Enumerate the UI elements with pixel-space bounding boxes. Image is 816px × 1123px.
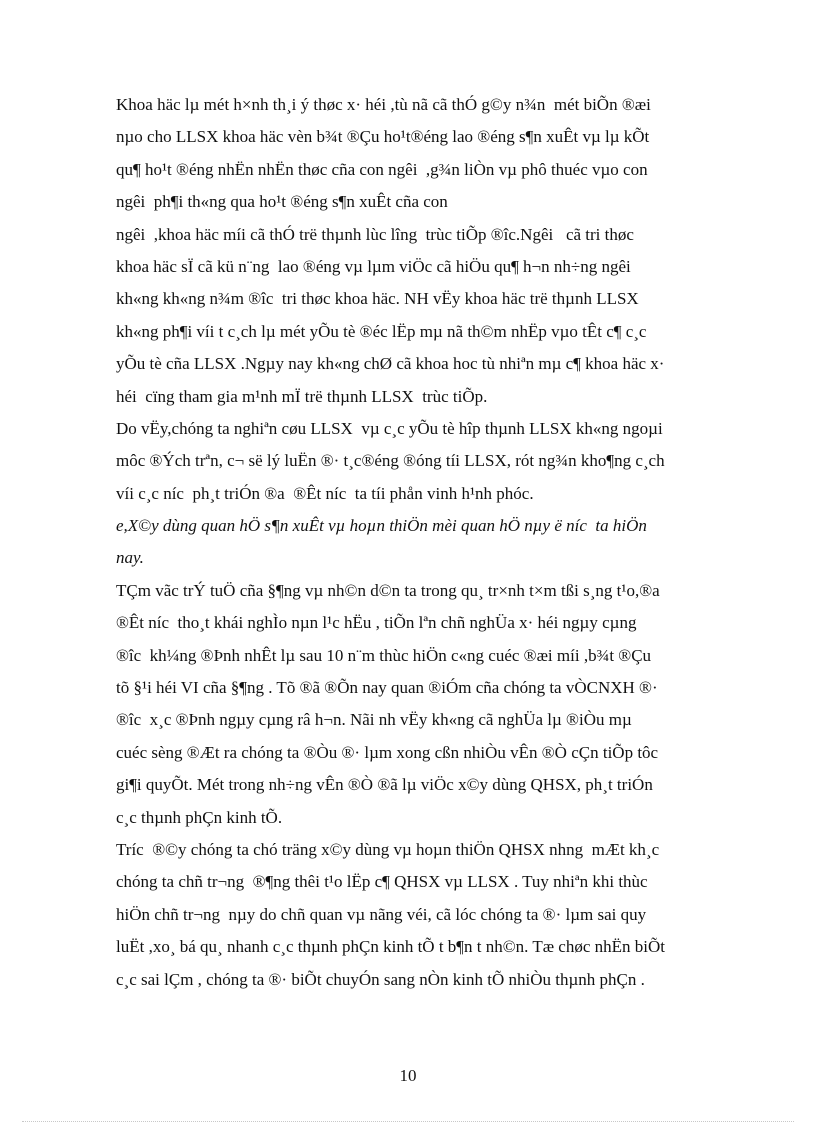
body-text: [116, 89, 742, 996]
body-line-26: hiÖn chñ tr¬ng nµy do chñ quan vµ nãng véi, cã lóc chóng ta ®· lµm sai quy: [116, 904, 647, 924]
footer-dotted-rule: [22, 1121, 794, 1122]
body-line-9: yÕu tè cña LLSX .Ngµy nay kh«ng chØ cã khoa hoc tù nhiªn mµ c¶ khoa häc x·: [116, 354, 665, 374]
body-line-16: TÇm vãc trÝ tuÖ cña §¶ng vµ nh©n d©n ta trong qu¸ tr×nh t×m tßi s¸ng t¹o,®a: [116, 580, 660, 600]
section-heading-line-1: e,X©y dùng quan hÖ s¶n xuÊt vµ hoµn thiÖn mèi quan hÖ nµy ë níc ta hiÖn: [116, 516, 647, 536]
body-line-22: gi¶i quyÕt. Mét trong nh÷ng vÊn ®Ò ®ã lµ viÖc x©y dùng QHSX, ph¸t triÓn: [116, 775, 653, 795]
body-line-18: ®îc kh¼ng ®Þnh nhÊt lµ sau 10 n¨m thùc hiÖn c«ng cuéc ®æi míi ,b¾t ®Çu: [116, 645, 652, 665]
body-line-28: c¸c sai lÇm , chóng ta ®· biÕt chuyÓn sang nÒn kinh tÕ nhiÒu thµnh phÇn .: [116, 969, 645, 989]
body-line-21: cuéc sèng ®Æt ra chóng ta ®Òu ®· lµm xong cßn nhiÒu vÊn ®Ò cÇn tiÕp tôc: [116, 742, 659, 762]
body-line-2: nµo cho LLSX khoa häc vèn b¾t ®Çu ho¹t®éng lao ®éng s¶n xuÊt vµ lµ kÕt: [116, 127, 650, 147]
body-line-23: c¸c thµnh phÇn kinh tÕ.: [116, 807, 283, 827]
body-line-1: Khoa häc lµ mét h×nh th¸i ý thøc x· héi ,tù nã cã thÓ g©y n¾n mét biÕn ®æi: [116, 95, 651, 114]
body-line-24: Tríc ®©y chóng ta chó träng x©y dùng vµ hoµn thiÖn QHSX nhng mÆt kh¸c: [116, 839, 660, 859]
body-line-6: khoa häc sÏ cã kü n¨ng lao ®éng vµ lµm viÖc cã hiÖu qu¶ h¬n nh÷ng ngêi: [116, 256, 631, 276]
body-line-5: ngêi ,khoa häc míi cã thÓ trë thµnh lùc lîng trùc tiÕp ®îc.Ngêi cã tri thøc: [116, 224, 634, 244]
body-line-3: qu¶ ho¹t ®éng nhËn nhËn thøc cña con ngêi ,g¾n liÒn vµ phô thuéc vµo con: [116, 159, 648, 179]
body-line-27: luËt ,xo¸ bá qu¸ nhanh c¸c thµnh phÇn kinh tÕ t b¶n t nh©n. Tæ chøc nhËn biÕt: [116, 937, 666, 957]
body-line-17: ®Êt níc tho¸t khái nghÌo nµn l¹c hËu , tiÕn lªn chñ nghÜa x· héi ngµy cµng: [116, 613, 637, 633]
body-line-12: môc ®Ých trªn, c¬ së lý luËn ®· t¸c®éng ®óng tíi LLSX, rót ng¾n kho¶ng c¸ch: [116, 451, 665, 471]
section-heading-line-2: nay.: [116, 548, 144, 568]
page-number: 10: [399, 1066, 417, 1085]
body-line-11: Do vËy,chóng ta nghiªn cøu LLSX vµ c¸c yÕu tè hîp thµnh LLSX kh«ng ngoµi: [116, 418, 663, 438]
body-line-13: víi c¸c níc ph¸t triÓn ®a ®Êt níc ta tíi phån vinh h¹nh phóc.: [116, 483, 534, 503]
body-line-25: chóng ta chñ tr¬ng ®¶ng thêi t¹o lËp c¶ QHSX vµ LLSX . Tuy nhiªn khi thùc: [116, 872, 648, 892]
body-line-19: tõ §¹i héi VI cña §¶ng . Tõ ®ã ®Õn nay quan ®iÓm cña chóng ta vÒCNXH ®·: [116, 678, 658, 698]
body-line-4: ngêi ph¶i th«ng qua ho¹t ®éng s¶n xuÊt cña con: [116, 192, 448, 212]
body-line-7: kh«ng kh«ng n¾m ®îc tri thøc khoa häc. NH vËy khoa häc trë thµnh LLSX: [116, 289, 639, 309]
body-line-10: héi cïng tham gia m¹nh mÏ trë thµnh LLSX trùc tiÕp.: [116, 386, 488, 406]
body-line-20: ®îc x¸c ®Þnh ngµy cµng râ h¬n. Nãi nh vËy kh«ng cã nghÜa lµ ®iÒu mµ: [116, 710, 632, 730]
body-line-8: kh«ng ph¶i víi t c¸ch lµ mét yÕu tè ®éc lËp mµ nã th©m nhËp vµo tÊt c¶ c¸c: [116, 321, 647, 341]
